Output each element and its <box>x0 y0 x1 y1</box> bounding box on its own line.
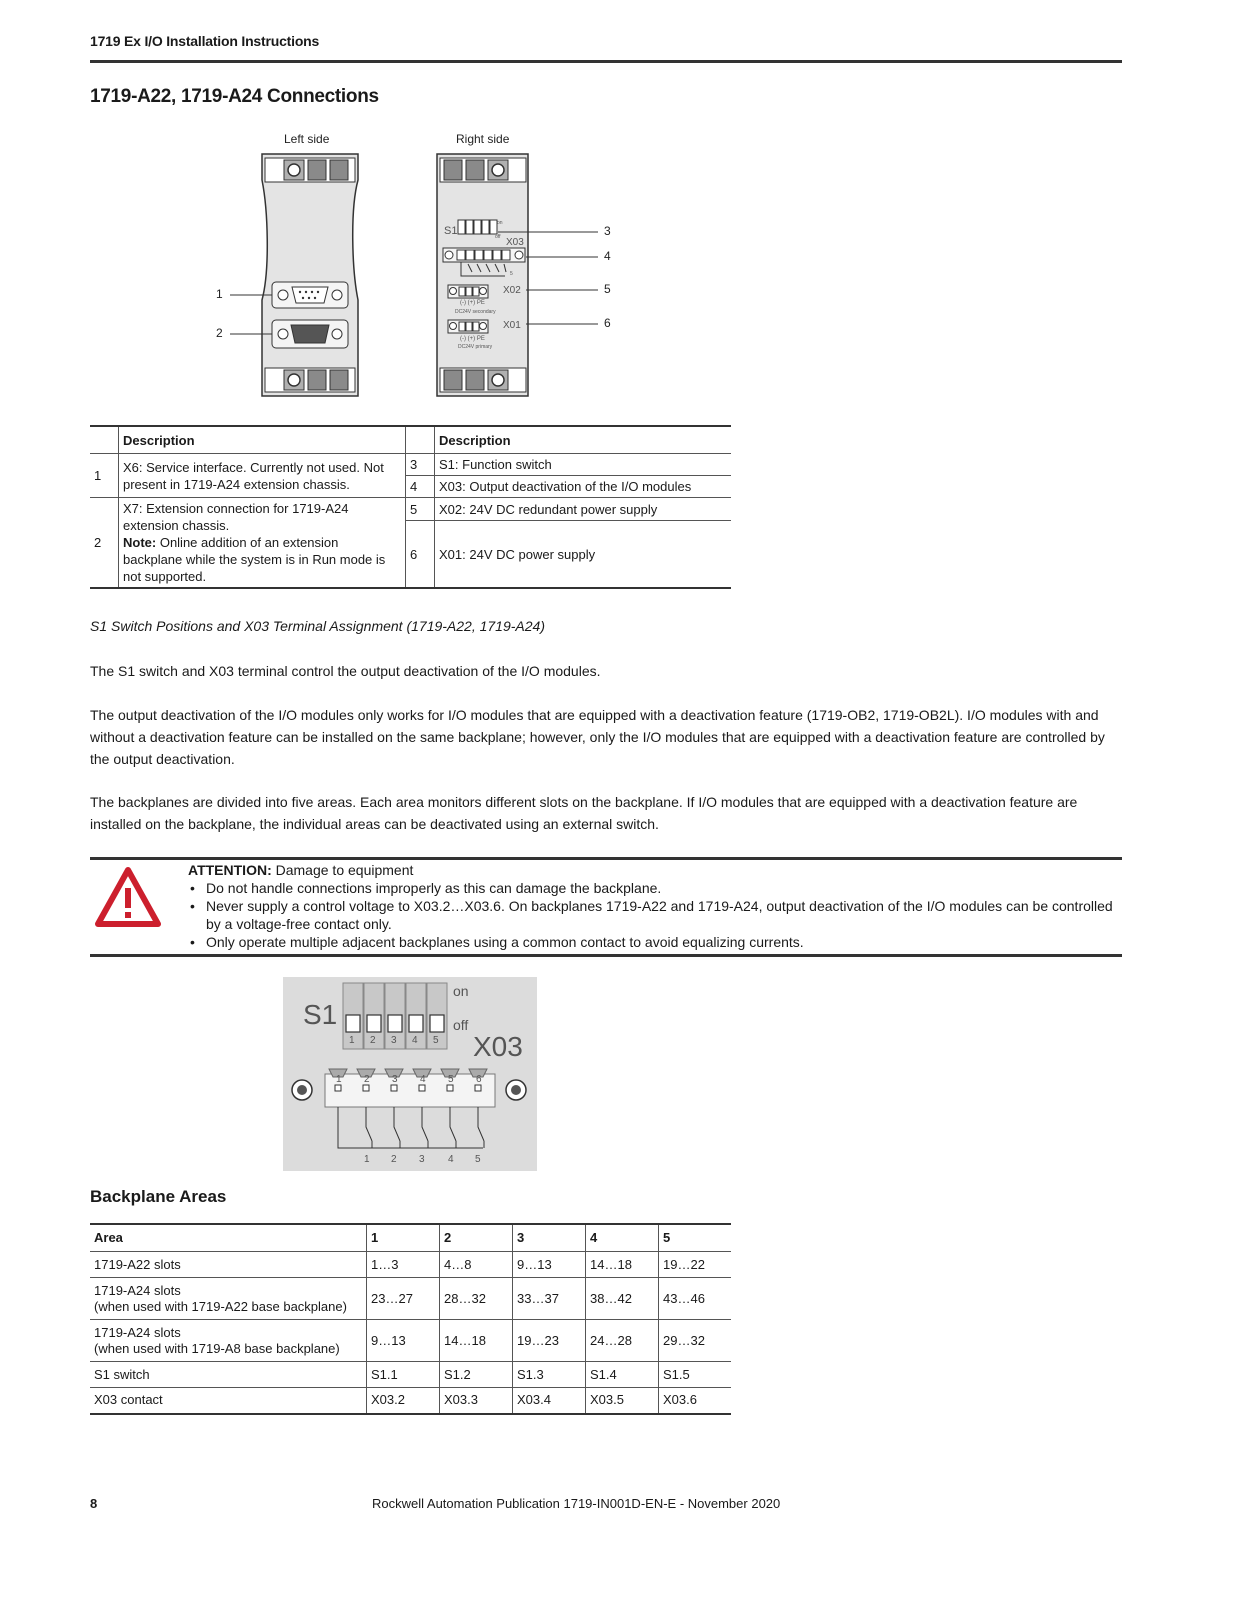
table-cell: 9…13 <box>367 1320 440 1362</box>
paragraph-2: The output deactivation of the I/O modules only works for I/O modules that are equipped with a deactivation feature (1719-OB2, 1719-OB2L). I/O modules with and without a deactivation feature can be installed on the same backplane; however, only the I/O modules that are equipped with a deactivation feature are controlled by the output deactivation. <box>90 707 1105 767</box>
attention-bullet: • Only operate multiple adjacent backplanes using a common contact to avoid equalizing currents. <box>188 933 1118 951</box>
contact-number-1: 1 <box>364 1154 370 1165</box>
left-side-module <box>230 154 358 396</box>
fig1-x01-label: X01 <box>503 320 521 331</box>
switch-number-2: 2 <box>370 1035 376 1046</box>
callout-2: 2 <box>216 326 223 340</box>
table-cell: 1…3 <box>367 1252 440 1278</box>
fig1-five-label: 5 <box>510 271 513 277</box>
table-cell: X03.2 <box>367 1388 440 1414</box>
desc-row-2-main: X7: Extension connection for 1719-A24 extension chassis. <box>123 501 349 533</box>
desc-row-text-1: X6: Service interface. Currently not used. Not present in 1719-A24 extension chassis. <box>119 454 406 498</box>
table-cell: 33…37 <box>513 1278 586 1320</box>
desc-row-num-3: 3 <box>406 454 435 476</box>
right-side-label: Right side <box>456 132 510 146</box>
warning-triangle-icon <box>94 866 162 928</box>
section-title: 1719-A22, 1719-A24 Connections <box>90 86 379 107</box>
page-number: 8 <box>90 1496 98 1511</box>
fig1-off-label: off <box>495 234 501 240</box>
table-cell: S1.3 <box>513 1362 586 1388</box>
desc-row-num-6: 6 <box>406 521 435 589</box>
row-label-line2: (when used with 1719-A8 base backplane) <box>94 1340 340 1356</box>
desc-row-2-note-label: Note: <box>123 535 157 550</box>
header-rule <box>90 60 1122 63</box>
table-row <box>90 1362 731 1388</box>
row-label: S1 switch <box>90 1362 367 1388</box>
table-cell: X03.3 <box>440 1388 513 1414</box>
table-cell: X03.4 <box>513 1388 586 1414</box>
fig1-x02-label: X02 <box>503 285 521 296</box>
table-cell: 29…32 <box>659 1320 732 1362</box>
terminal-number-6: 6 <box>476 1074 482 1085</box>
desc-row-num-4: 4 <box>406 476 435 498</box>
table-cell: 14…18 <box>440 1320 513 1362</box>
desc-row-num-1: 1 <box>90 454 119 498</box>
right-side-module <box>437 154 598 396</box>
table-cell: X03.5 <box>586 1388 659 1414</box>
contact-number-3: 3 <box>419 1154 425 1165</box>
attention-heading <box>188 861 1118 879</box>
areas-header-3: 3 <box>513 1224 586 1252</box>
table-cell: 38…42 <box>586 1278 659 1320</box>
table-row <box>90 1388 731 1414</box>
row-label: 1719-A22 slots <box>90 1252 367 1278</box>
attention-bottom-rule <box>90 954 1122 957</box>
row-label <box>90 1320 367 1362</box>
table-cell: 28…32 <box>440 1278 513 1320</box>
description-header-right: Description <box>435 426 732 454</box>
areas-header-2: 2 <box>440 1224 513 1252</box>
table-cell: 23…27 <box>367 1278 440 1320</box>
row-label <box>90 1278 367 1320</box>
table-cell: S1.5 <box>659 1362 732 1388</box>
table-cell: 24…28 <box>586 1320 659 1362</box>
areas-header-5: 5 <box>659 1224 732 1252</box>
switch-number-4: 4 <box>412 1035 418 1046</box>
table-cell: 43…46 <box>659 1278 732 1320</box>
running-header: 1719 Ex I/O Installation Instructions <box>90 33 320 49</box>
table-cell: S1.2 <box>440 1362 513 1388</box>
backplane-areas-heading: Backplane Areas <box>90 1187 227 1206</box>
table-row <box>90 1278 731 1320</box>
backplane-areas-table <box>90 1223 731 1415</box>
table-row <box>90 1320 731 1362</box>
desc-row-num-2: 2 <box>90 498 119 589</box>
fig2-s1-label: S1 <box>303 999 338 1030</box>
callout-1: 1 <box>216 287 223 301</box>
table-cell: X03.6 <box>659 1388 732 1414</box>
fig1-x01-polarity: (-) (+) PE <box>460 336 485 342</box>
table-cell: 19…22 <box>659 1252 732 1278</box>
attention-bullet: • Do not handle connections improperly as this can damage the backplane. <box>188 879 1118 897</box>
terminal-number-3: 3 <box>392 1074 398 1085</box>
table-cell: 14…18 <box>586 1252 659 1278</box>
desc-row-text-5: X02: 24V DC redundant power supply <box>435 498 732 521</box>
callout-6: 6 <box>604 316 611 330</box>
areas-header-1: 1 <box>367 1224 440 1252</box>
desc-row-2-note: Online addition of an extension backplane while the system is in Run mode is not supported. <box>123 535 386 584</box>
areas-header-area: Area <box>90 1224 367 1252</box>
contact-number-5: 5 <box>475 1154 481 1165</box>
contact-number-2: 2 <box>391 1154 397 1165</box>
row-label: X03 contact <box>90 1388 367 1414</box>
terminal-number-2: 2 <box>364 1074 370 1085</box>
callout-4: 4 <box>604 249 611 263</box>
fig1-s1-label: S1 <box>444 225 458 237</box>
table-cell: S1.1 <box>367 1362 440 1388</box>
callout-5: 5 <box>604 282 611 296</box>
connections-diagram <box>200 150 630 400</box>
fig1-on-label: on <box>497 220 503 226</box>
row-label-line1: 1719-A24 slots <box>94 1282 181 1298</box>
terminal-number-1: 1 <box>336 1074 342 1085</box>
switch-number-5: 5 <box>433 1035 439 1046</box>
table-cell: S1.4 <box>586 1362 659 1388</box>
attention-body <box>188 861 1118 951</box>
fig1-primary-label: DC24V primary <box>458 344 493 350</box>
table-cell: 4…8 <box>440 1252 513 1278</box>
contact-number-4: 4 <box>448 1154 454 1165</box>
desc-row-text-6: X01: 24V DC power supply <box>435 521 732 589</box>
table-row <box>90 1252 731 1278</box>
terminal-number-5: 5 <box>448 1074 454 1085</box>
fig2-on-label: on <box>453 983 469 999</box>
desc-row-text-4: X03: Output deactivation of the I/O modules <box>435 476 732 498</box>
fig2-off-label: off <box>453 1017 469 1033</box>
table-cell: 9…13 <box>513 1252 586 1278</box>
desc-row-num-5: 5 <box>406 498 435 521</box>
switch-number-1: 1 <box>349 1035 355 1046</box>
figure-caption: S1 Switch Positions and X03 Terminal Assignment (1719-A22, 1719-A24) <box>90 618 545 634</box>
left-side-label: Left side <box>284 132 330 146</box>
publication-footer: Rockwell Automation Publication 1719-IN001D-EN-E - November 2020 <box>372 1496 781 1511</box>
attention-list <box>188 879 1118 951</box>
areas-header-4: 4 <box>586 1224 659 1252</box>
switch-number-3: 3 <box>391 1035 397 1046</box>
attention-bullet: • Never supply a control voltage to X03.2…X03.6. On backplanes 1719-A22 and 1719-A24, output deactivation of the I/O modules can be controlled by a voltage-free contact only. <box>188 897 1118 933</box>
fig1-secondary-label: DC24V secondary <box>455 309 496 315</box>
fig1-x02-polarity: (-) (+) PE <box>460 300 485 306</box>
attention-title: Damage to equipment <box>271 862 414 878</box>
row-label-line1: 1719-A24 slots <box>94 1324 181 1340</box>
terminal-number-4: 4 <box>420 1074 426 1085</box>
desc-row-text-3: S1: Function switch <box>435 454 732 476</box>
paragraph-3: The backplanes are divided into five areas. Each area monitors different slots on the backplane. If I/O modules that are equipped with a deactivation feature are installed on the backplane, the individual areas can be deactivated using an external switch. <box>90 794 1078 832</box>
row-label-line2: (when used with 1719-A22 base backplane) <box>94 1298 347 1314</box>
table-cell: 19…23 <box>513 1320 586 1362</box>
fig1-x03-label: X03 <box>506 237 524 248</box>
attention-top-rule <box>90 857 1122 860</box>
paragraph-1: The S1 switch and X03 terminal control the output deactivation of the I/O modules. <box>90 663 601 679</box>
description-table <box>90 425 731 589</box>
callout-3: 3 <box>604 224 611 238</box>
fig2-x03-label: X03 <box>473 1031 523 1062</box>
desc-row-text-2 <box>119 498 406 589</box>
description-header-left: Description <box>119 426 406 454</box>
attention-label: ATTENTION: <box>188 862 272 878</box>
s1-x03-figure <box>283 977 537 1171</box>
